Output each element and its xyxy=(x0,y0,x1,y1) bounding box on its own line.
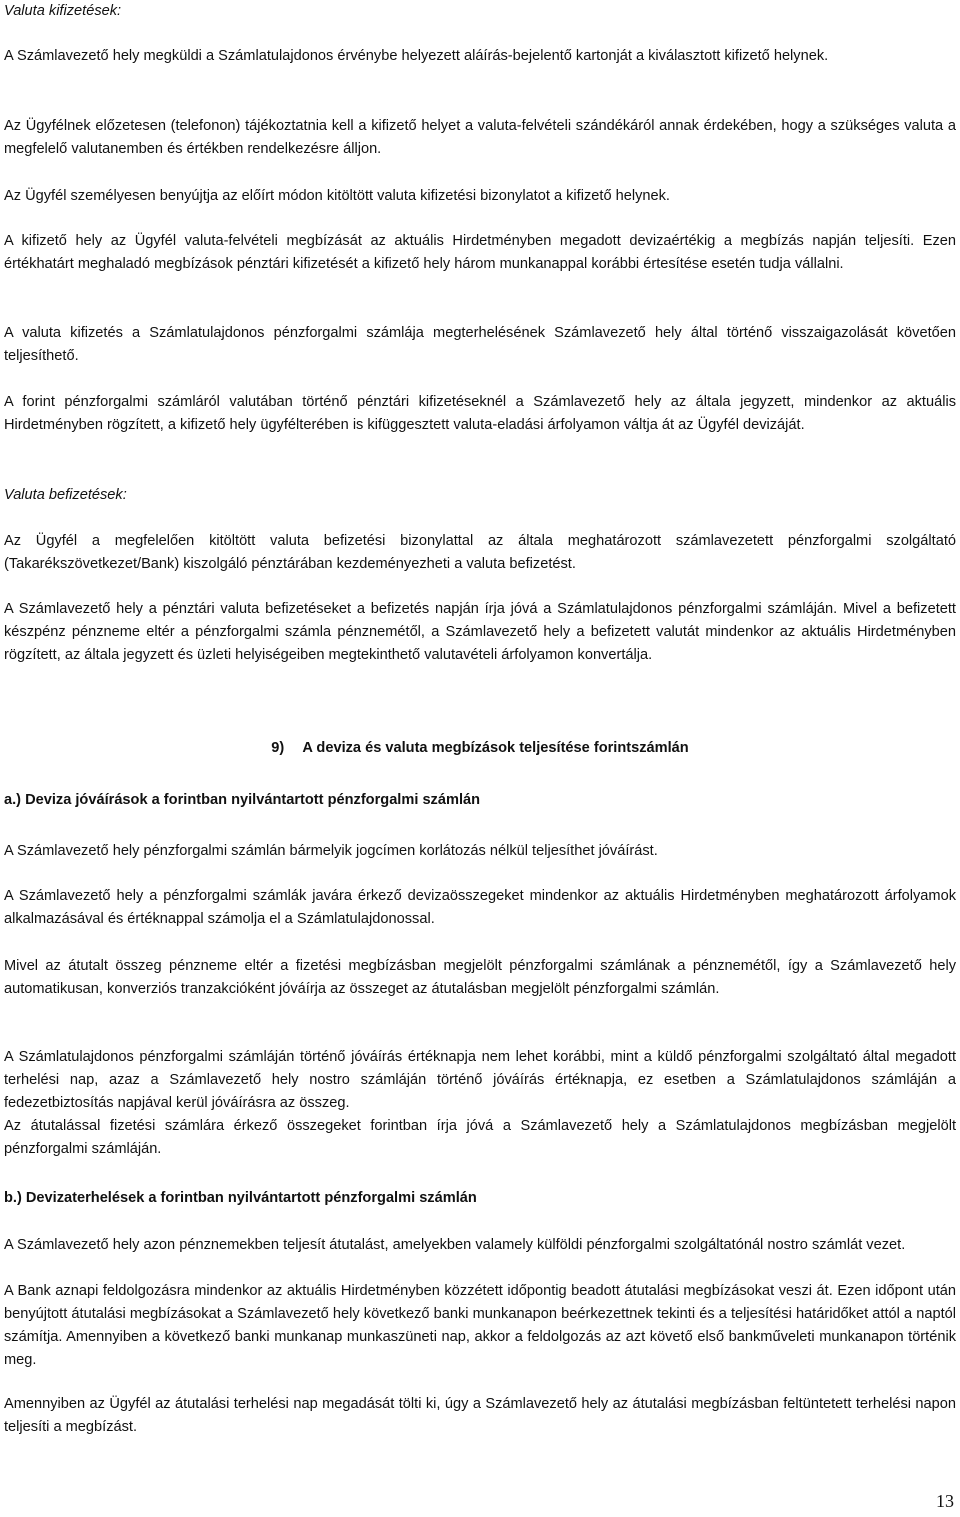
page-number: 13 xyxy=(936,1491,954,1511)
heading-valuta-kifizetesek: Valuta kifizetések: xyxy=(4,3,122,19)
paragraph: Amennyiben az Ügyfél az átutalási terhelési nap megadását tölti ki, úgy a Számlavezető hely az átutalási megbízásban feltüntetett terhelési napon teljesíti a megbízást. xyxy=(4,1396,956,1435)
paragraph: A Számlavezető hely pénzforgalmi számlán bármelyik jogcímen korlátozás nélkül teljesíthet jóváírást. xyxy=(4,843,658,859)
paragraph: Az Ügyfélnek előzetesen (telefonon) tájékoztatnia kell a kifizető helyet a valuta-felvételi szándékáról annak érdekében, hogy a szükséges valuta a megfelelő valutanemben és értékben rendelkezésre álljon. xyxy=(4,118,956,157)
heading-valuta-befizetesek: Valuta befizetések: xyxy=(4,487,127,503)
subheading-a: a.) Deviza jóváírások a forintban nyilvántartott pénzforgalmi számlán xyxy=(4,792,481,808)
paragraph: Az átutalással fizetési számlára érkező összegeket forintban írja jóvá a Számlavezető hely a Számlatulajdonos megbízásban megjelölt pénzforgalmi számláján. xyxy=(4,1118,956,1157)
subheading-b: b.) Devizaterhelések a forintban nyilvántartott pénzforgalmi számlán xyxy=(4,1190,477,1206)
paragraph: A Számlatulajdonos pénzforgalmi számláján történő jóváírás értéknapja nem lehet korábbi, mint a küldő pénzforgalmi szolgáltató által megadott terhelési nap, azaz a Számlavezető hely nostro számláján történő jóváírás értéknapja, ez esetben a Számlatulajdonos számláján a fedezetbiztosítás napjával kerül jóváírásra az összeg. xyxy=(4,1049,956,1111)
paragraph: A kifizető hely az Ügyfél valuta-felvételi megbízását az aktuális Hirdetményben megadott devizaértékig a megbízás napján teljesíti. Ezen értékhatárt meghaladó megbízások pénztári kifizetését a kifizető hely három munkanappal korábbi értesítése esetén tudja vállalni. xyxy=(4,233,956,272)
paragraph: A forint pénzforgalmi számláról valutában történő pénztári kifizetéseknél a Számlavezető hely az általa jegyzett, mindenkor az aktuális Hirdetményben rögzített, a kifizető hely ügyfélterében is kifüggesztett valuta-eladási árfolyamon váltja át az Ügyfél devizáját. xyxy=(4,394,956,433)
paragraph: A Számlavezető hely megküldi a Számlatulajdonos érvénybe helyezett aláírás-bejelentő kartonját a kiválasztott kifizető helynek. xyxy=(4,48,829,64)
paragraph: Az Ügyfél személyesen benyújtja az előírt módon kitöltött valuta kifizetési bizonylatot a kifizető helynek. xyxy=(4,188,670,204)
section-heading-9: 9) A deviza és valuta megbízások teljesítése forintszámlán xyxy=(271,740,689,756)
paragraph: A Számlavezető hely a pénzforgalmi számlák javára érkező devizaösszegeket mindenkor az aktuális Hirdetményben meghatározott árfolyamok alkalmazásával és értéknappal számolja el a Számlatulajdonossal. xyxy=(4,888,956,927)
paragraph: Az Ügyfél a megfelelően kitöltött valuta befizetési bizonylattal az általa meghatározott számlavezetett pénzforgalmi szolgáltató (Takarékszövetkezet/Bank) kiszolgáló pénztárában kezdeményezheti a valuta befizetést. xyxy=(4,533,956,572)
paragraph: A Bank aznapi feldolgozásra mindenkor az aktuális Hirdetményben közzétett időpontig beadott átutalási megbízásokat veszi át. Ezen időpont után benyújtott átutalási megbízásokat a Számlavezető hely következő banki munkanapon beérkezettnek tekinti és a teljesítési határidőket attól a naptól számítja. Amennyiben a következő banki munkanap munkaszüneti nap, akkor a feldolgozás az azt követő első bankműveleti munkanapon történik meg. xyxy=(4,1283,956,1368)
paragraph: A Számlavezető hely a pénztári valuta befizetéseket a befizetés napján írja jóvá a Számlatulajdonos pénzforgalmi számláján. Mivel a befizetett készpénz pénzneme eltér a pénzforgalmi számla pénznemétől, a Számlavezető hely a befizetett valutát mindenkor az aktuális Hirdetményben rögzített, az általa jegyzett és üzleti helyiségeiben megtekinthető valutavételi árfolyamon konvertálja. xyxy=(4,601,956,663)
paragraph: Mivel az átutalt összeg pénzneme eltér a fizetési megbízásban megjelölt pénzforgalmi számlának a pénznemétől, így a Számlavezető hely automatikusan, konverziós tranzakcióként jóváírja az összeget az átutalásban megjelölt pénzforgalmi számlán. xyxy=(4,958,956,997)
paragraph: A valuta kifizetés a Számlatulajdonos pénzforgalmi számlája megterhelésének Számlavezető hely által történő visszaigazolását követően teljesíthető. xyxy=(4,325,956,364)
paragraph: A Számlavezető hely azon pénznemekben teljesít átutalást, amelyekben valamely külföldi pénzforgalmi szolgáltatónál nostro számlát vezet. xyxy=(4,1237,906,1253)
